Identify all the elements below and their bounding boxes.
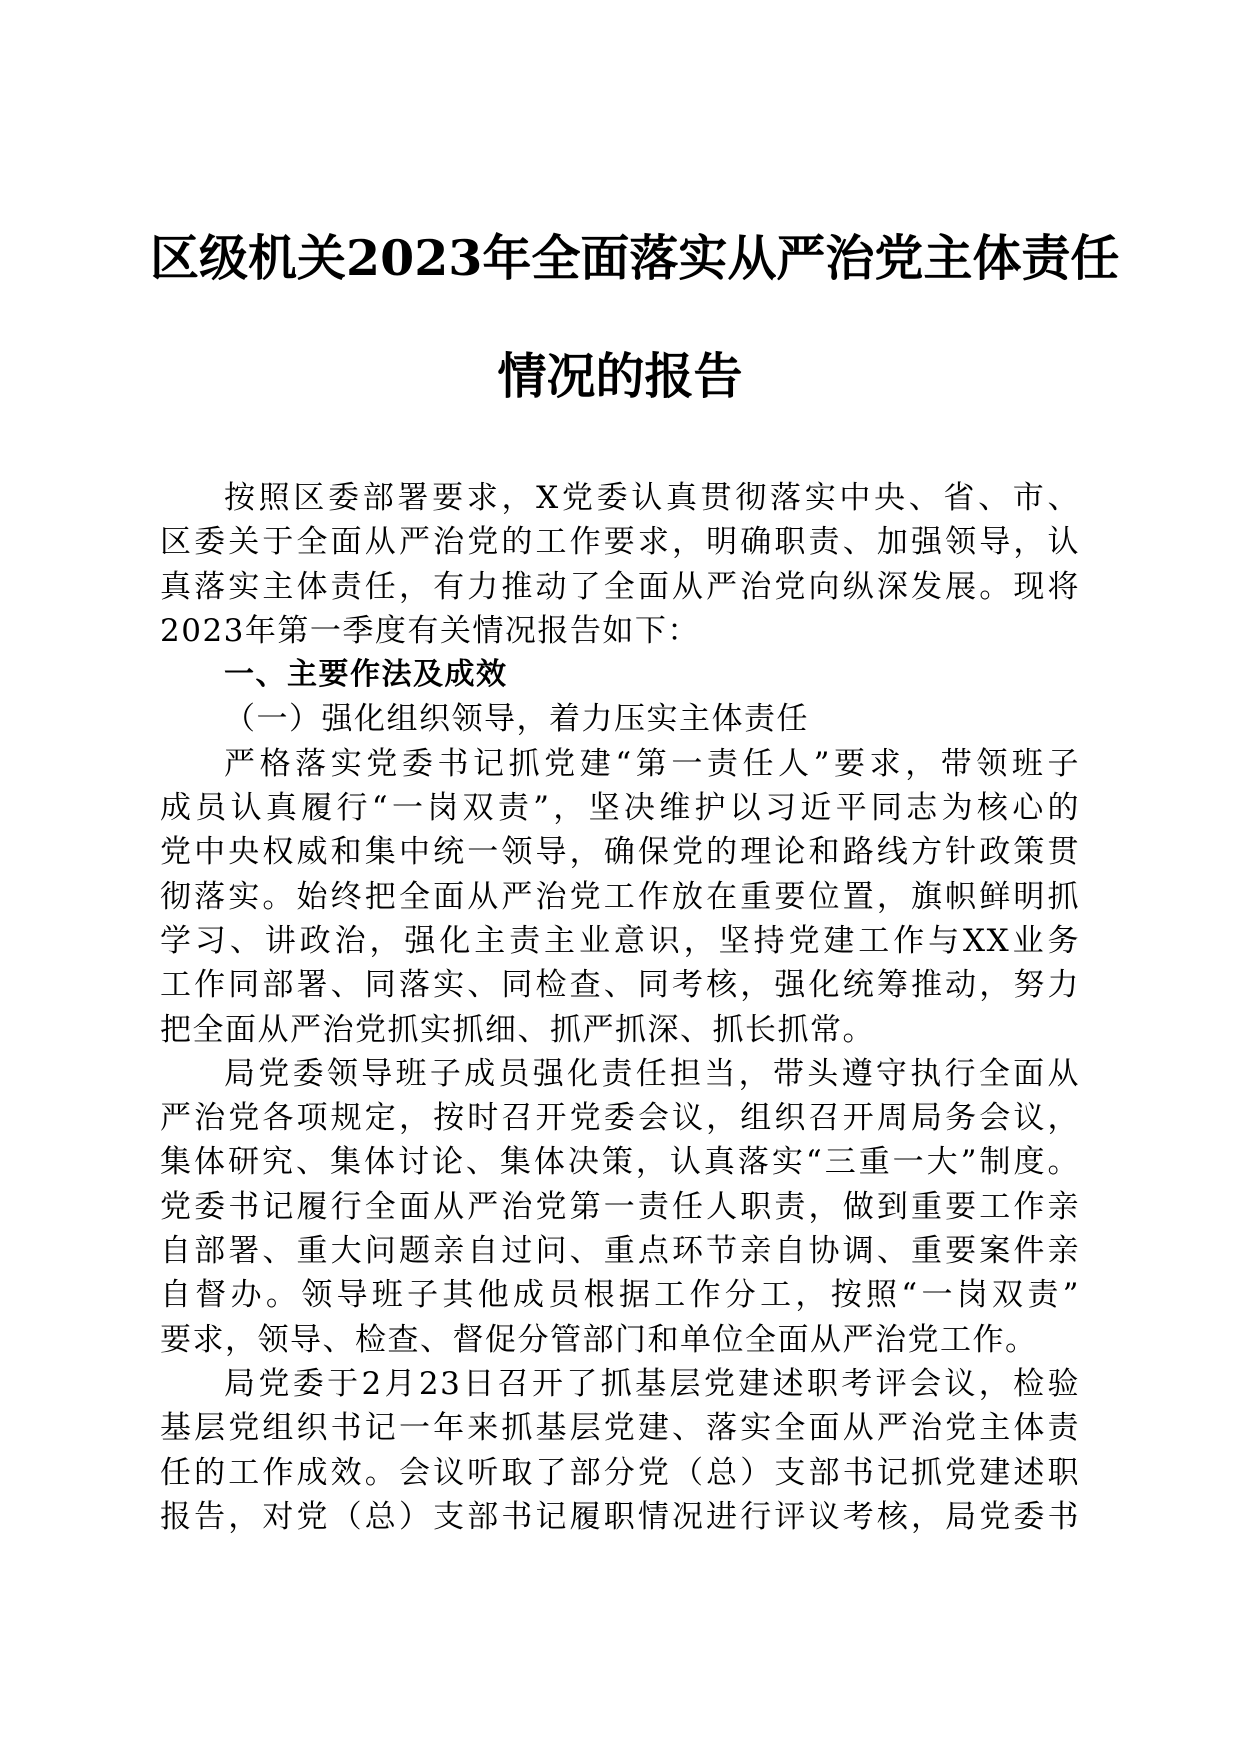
body-line: 严格落实党委书记抓党建“第一责任人”要求，带领班子: [224, 745, 1080, 782]
body-line: 报告，对党（总）支部书记履职情况进行评议考核，局党委书: [160, 1498, 1080, 1535]
body-line: 区委关于全面从严治党的工作要求，明确职责、加强领导，认: [160, 524, 1080, 561]
section-heading: 一、主要作法及成效: [224, 657, 508, 693]
body-line: 工作同部署、同落实、同检查、同考核，强化统筹推动，努力: [160, 967, 1080, 1004]
body-line: 把全面从严治党抓实抓细、抓严抓深、抓长抓常。: [160, 1011, 875, 1048]
body-line: 2023年第一季度有关情况报告如下：: [160, 612, 700, 649]
body-line: 严治党各项规定，按时召开党委会议，组织召开周局务会议，: [160, 1100, 1080, 1137]
document-title-line-1: 区级机关2023年全面落实从严治党主体责任: [150, 229, 1120, 287]
body-line: 要求，领导、检查、督促分管部门和单位全面从严治党工作。: [160, 1321, 1038, 1358]
document-title-line-2: 情况的报告: [497, 347, 743, 405]
body-line: 基层党组织书记一年来抓基层党建、落实全面从严治党主体责: [160, 1410, 1080, 1447]
body-line: 真落实主体责任，有力推动了全面从严治党向纵深发展。现将: [160, 568, 1080, 605]
body-line: 彻落实。始终把全面从严治党工作放在重要位置，旗帜鲜明抓: [160, 878, 1080, 915]
body-line: 局党委于2月23日召开了抓基层党建述职考评会议，检验: [224, 1365, 1080, 1402]
body-line: 自督办。领导班子其他成员根据工作分工，按照“一岗双责”: [160, 1277, 1080, 1314]
body-line: 局党委领导班子成员强化责任担当，带头遵守执行全面从: [224, 1055, 1080, 1092]
body-line: 党委书记履行全面从严治党第一责任人职责，做到重要工作亲: [160, 1188, 1080, 1225]
body-line: 集体研究、集体讨论、集体决策，认真落实“三重一大”制度。: [160, 1144, 1080, 1181]
body-line: 按照区委部署要求，X党委认真贯彻落实中央、省、市、: [224, 480, 1080, 516]
body-line: 学习、讲政治，强化主责主业意识，坚持党建工作与XX业务: [160, 922, 1080, 959]
body-line: 党中央权威和集中统一领导，确保党的理论和路线方针政策贯: [160, 834, 1080, 871]
body-line: 成员认真履行“一岗双责”，坚决维护以习近平同志为核心的: [160, 790, 1080, 827]
document-body: [160, 476, 1080, 1539]
body-line: 任的工作成效。会议听取了部分党（总）支部书记抓党建述职: [160, 1454, 1080, 1491]
subsection-heading: （一）强化组织领导，着力压实主体责任: [224, 701, 809, 738]
body-line: 自部署、重大问题亲自过问、重点环节亲自协调、重要案件亲: [160, 1233, 1080, 1270]
